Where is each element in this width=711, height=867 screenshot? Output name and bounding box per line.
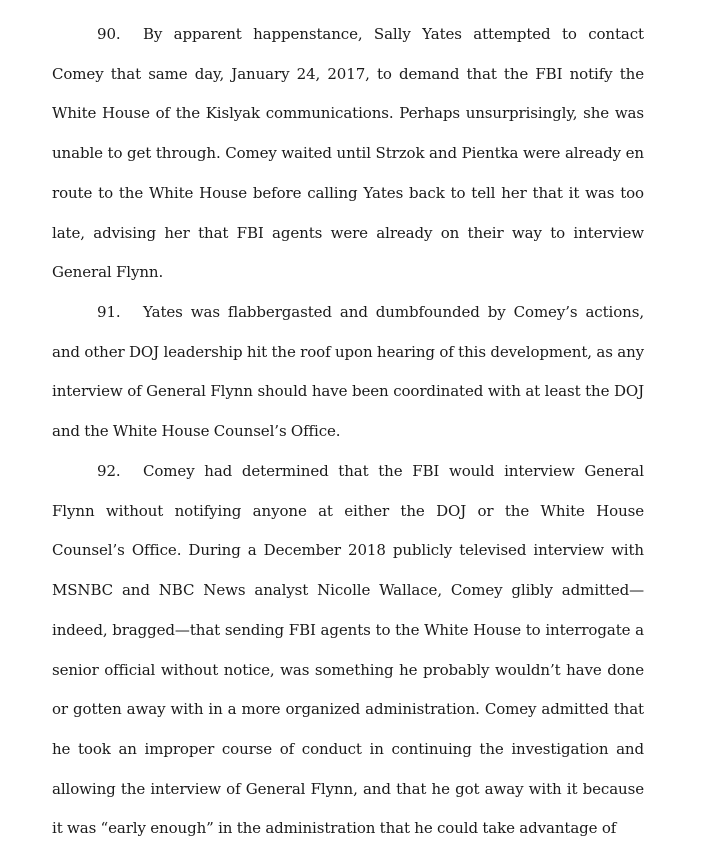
paragraph-number: 91. (97, 303, 121, 321)
paragraph-text: Comey had determined that the FBI would interview General Flynn without notifying anyone at either the DOJ or the White House Counsel’s Office. During a December 2018 publicly televised interview with MSNBC and NBC News analyst Nicolle Wallace, Comey glibly admitted—indeed, bragged—that sending FBI agents to the White House to interrogate a senior official without notice, was something he probably wouldn’t have done or gotten away with in a more organized administration. Comey admitted that he took an improper course of conduct in continuing the investigation and allowing the interview of General Flynn, and that he got away with it because it was “early enough” in the administration that he could take advantage of (52, 462, 644, 838)
paragraph-91 (52, 293, 644, 452)
paragraph-number: 90. (97, 25, 121, 43)
paragraph-text: By apparent happenstance, Sally Yates attempted to contact Comey that same day, January 24, 2017, to demand that the FBI notify the White House of the Kislyak communications. Perhaps unsurprisingly, she was unable to get through. Comey waited until Strzok and Pientka were already en route to the White House before calling Yates back to tell her that it was too late, advising her that FBI agents were already on their way to interview General Flynn. (52, 25, 644, 282)
paragraph-text: Yates was flabbergasted and dumbfounded by Comey’s actions, and other DOJ leadership hit the roof upon hearing of this development, as any interview of General Flynn should have been coordinated with at least the DOJ and the White House Counsel’s Office. (52, 303, 644, 441)
paragraph-number: 92. (97, 462, 121, 480)
paragraph-90 (52, 15, 644, 293)
paragraph-92 (52, 452, 644, 849)
